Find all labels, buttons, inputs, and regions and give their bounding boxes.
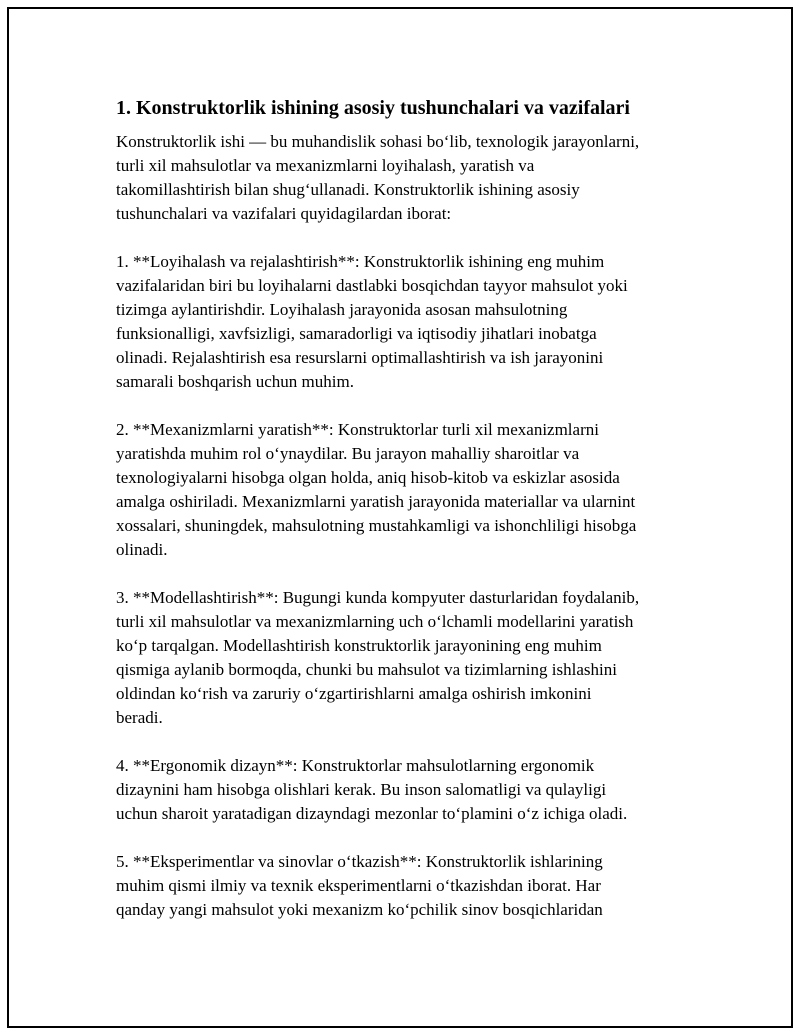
text-line: beradi.: [116, 708, 163, 727]
text-line: turli xil mahsulotlar va mexanizmlarning uch o‘lchamli modellarini yaratish: [116, 612, 634, 631]
paragraph-intro: [116, 130, 706, 226]
text-line: 4. **Ergonomik dizayn**: Konstruktorlar mahsulotlarning ergonomik: [116, 756, 595, 775]
text-line: uchun sharoit yaratadigan dizayndagi mezonlar to‘plamini o‘z ichiga oladi.: [116, 804, 628, 823]
paragraph-item-5: [116, 850, 706, 922]
paragraph-item-1: [116, 250, 706, 394]
text-line: muhim qismi ilmiy va texnik eksperimentlarni o‘tkazishdan iborat. Har: [116, 876, 601, 895]
text-line: yaratishda muhim rol o‘ynaydilar. Bu jarayon mahalliy sharoitlar va: [116, 444, 580, 463]
text-line: oldindan ko‘rish va zaruriy o‘zgartirishlarni amalga oshirish imkonini: [116, 684, 592, 703]
text-line: 3. **Modellashtirish**: Bugungi kunda kompyuter dasturlaridan foydalanib,: [116, 588, 640, 607]
text-line: tushunchalari va vazifalari quyidagilardan iborat:: [116, 204, 452, 223]
paragraph-item-2: [116, 418, 706, 562]
text-line: turli xil mahsulotlar va mexanizmlarni loyihalash, yaratish va: [116, 156, 535, 175]
text-line: ko‘p tarqalgan. Modellashtirish konstruktorlik jarayonining eng muhim: [116, 636, 602, 655]
section-title: 1. Konstruktorlik ishining asosiy tushunchalari va vazifalari: [116, 97, 630, 119]
text-line: qanday yangi mahsulot yoki mexanizm ko‘pchilik sinov bosqichlaridan: [116, 900, 603, 919]
text-line: tizimga aylantirishdir. Loyihalash jarayonida asosan mahsulotning: [116, 300, 568, 319]
text-line: 1. **Loyihalash va rejalashtirish**: Konstruktorlik ishining eng muhim: [116, 252, 605, 271]
text-line: texnologiyalarni hisobga olgan holda, aniq hisob-kitob va eskizlar asosida: [116, 468, 620, 487]
paragraph-item-4: [116, 754, 706, 826]
text-line: dizaynini ham hisobga olishlari kerak. Bu inson salomatligi va qulayligi: [116, 780, 607, 799]
text-line: amalga oshiriladi. Mexanizmlarni yaratish jarayonida materiallar va ularnint: [116, 492, 636, 511]
text-line: takomillashtirish bilan shug‘ullanadi. Konstruktorlik ishining asosiy: [116, 180, 580, 199]
document-page: [7, 7, 793, 1028]
document-body: [116, 95, 706, 946]
text-line: 5. **Eksperimentlar va sinovlar o‘tkazish**: Konstruktorlik ishlarining: [116, 852, 603, 871]
text-line: 2. **Mexanizmlarni yaratish**: Konstruktorlar turli xil mexanizmlarni: [116, 420, 599, 439]
text-line: samarali boshqarish uchun muhim.: [116, 372, 354, 391]
text-line: vazifalaridan biri bu loyihalarni dastlabki bosqichdan tayyor mahsulot yoki: [116, 276, 628, 295]
text-line: olinadi. Rejalashtirish esa resurslarni optimallashtirish va ish jarayonini: [116, 348, 604, 367]
text-line: xossalari, shuningdek, mahsulotning mustahkamligi va ishonchliligi hisobga: [116, 516, 637, 535]
text-line: Konstruktorlik ishi — bu muhandislik sohasi bo‘lib, texnologik jarayonlarni,: [116, 132, 640, 151]
text-line: funksionalligi, xavfsizligi, samaradorligi va iqtisodiy jihatlari inobatga: [116, 324, 597, 343]
text-line: qismiga aylanib bormoqda, chunki bu mahsulot va tizimlarning ishlashini: [116, 660, 617, 679]
text-line: olinadi.: [116, 540, 168, 559]
paragraph-item-3: [116, 586, 706, 730]
